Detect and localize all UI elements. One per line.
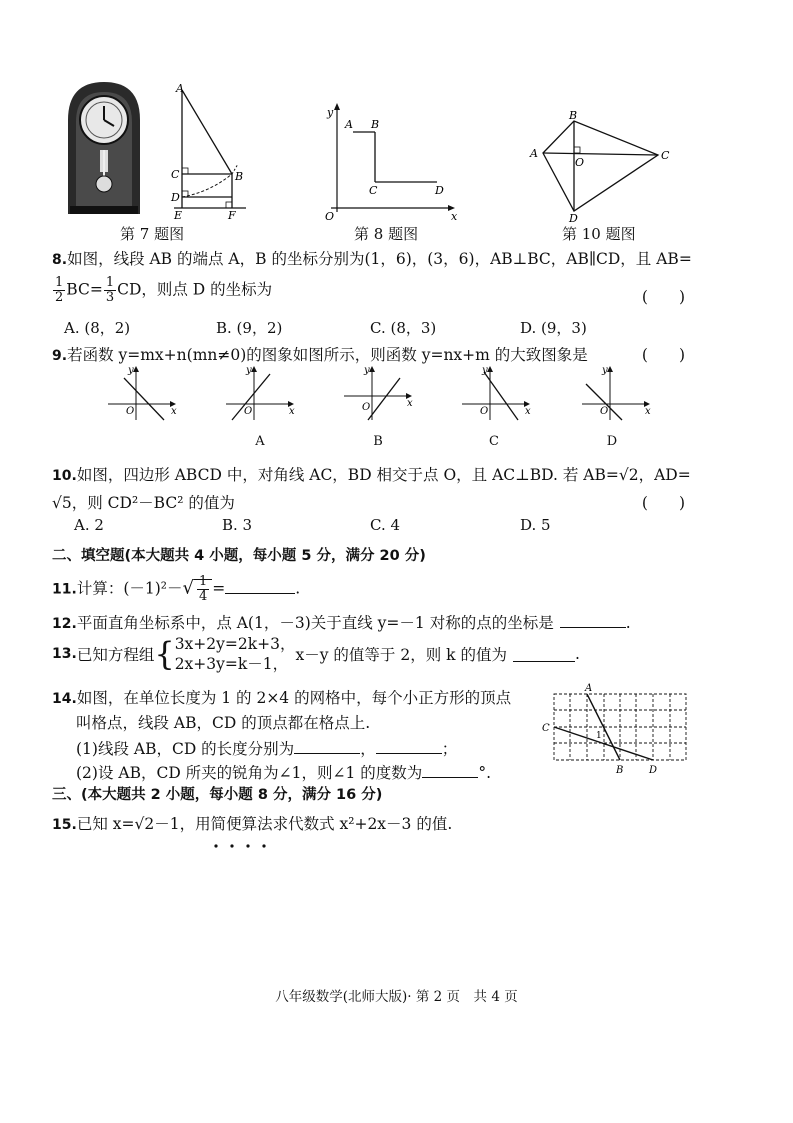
q12-line [52,611,631,633]
q8-text-mid: BC= [66,280,103,299]
fig8-label-x: x [451,210,458,222]
q14-sub2: (2)设 AB，CD 所夹的锐角为∠1，则∠1 的度数为 °. [76,764,491,782]
q14-label-c: C [542,723,550,734]
figure-7-diagram [160,80,260,220]
svg-text:x: x [407,398,413,409]
section-3-heading: 三、(本大题共 2 小题，每小题 8 分，满分 16 分) [52,787,383,803]
q8-option-d: D. (9，3) [520,319,587,337]
q11-text: 计算：(－1)²－ [76,579,183,598]
fig7-label-d: D [171,191,180,204]
fig8-label-d: D [435,184,444,197]
fig8-label-a: A [345,118,353,131]
q8-fraction-1: $\frac{1}{2}$ [55,275,64,305]
q13-period: . [574,645,580,663]
q9-graph-given [104,364,180,424]
fig10-label-c: C [661,149,670,162]
q9-line [52,343,588,365]
fig8-label-y: y [327,106,334,119]
q10-answer-paren: ( ) [641,494,685,512]
q14-blank-cd[interactable] [376,739,442,754]
q14-blank-ab[interactable] [294,739,360,754]
q9-graph-c [458,364,534,424]
figure-10-diagram [525,108,675,223]
q8-text1: 如图，线段 AB 的端点 A，B 的坐标分别为(1，6)，(3，6)，AB⊥BC，AB∥CD，且 AB= [67,250,692,268]
svg-text:y: y [602,365,608,376]
q8-fraction-2: $\frac{1}{3}$ [105,275,115,305]
q8-option-a: A. (8，2) [64,319,131,337]
fig10-label-b: B [569,109,578,122]
q8-option-b: B. (9，2) [216,319,283,337]
svg-text:x: x [525,406,531,417]
caption-fig8: 第 8 题图 [354,225,419,243]
q15-text: 已知 x=√2－1，用简便算法求代数式 x²+2x－3 的值. [76,815,453,833]
fig7-label-f: F [228,209,236,220]
caption-fig10: 第 10 题图 [562,225,636,243]
q13-equation-2: 2x+3y=k－1， [174,655,289,673]
fig10-label-a: A [530,147,538,160]
emphasis-dots [212,834,282,840]
q12-text: 平面直角坐标系中，点 A(1，－3)关于直线 y=－1 对称的点的坐标是 [76,614,554,632]
q11-period: . [295,579,301,598]
q11-equals: = [212,579,226,598]
q14-label-a: A [585,683,593,694]
q9-graph-a [222,364,298,424]
svg-text:O: O [244,406,253,417]
q15-number: 15. [52,817,77,833]
q9-answer-paren: ( ) [641,346,685,364]
figure-8-diagram [315,100,460,222]
q8-line1 [52,247,692,269]
svg-text:y: y [128,365,134,376]
fig7-label-c: C [171,168,180,181]
svg-text:O: O [362,402,371,413]
fig8-label-b: B [371,118,380,131]
q13-answer-blank[interactable] [513,647,575,662]
q9-label-a: A [255,434,265,449]
q9-graph-b [340,364,416,424]
svg-text:y: y [482,365,488,376]
q12-answer-blank[interactable] [560,613,626,628]
svg-text:y: y [364,365,370,376]
q8-option-c: C. (8，3) [370,319,437,337]
q8-number: 8. [52,252,68,268]
fig8-label-o: O [325,210,335,222]
section-2-heading: 二、填空题(本大题共 4 小题，每小题 5 分，满分 20 分) [52,548,426,564]
q10-text1: 如图，四边形 ABCD 中，对角线 AC，BD 相交于点 O，且 AC⊥BD. 若 AB=√2，AD= [76,466,691,484]
svg-text:O: O [126,406,135,417]
svg-text:x: x [171,406,177,417]
q14-grid-figure [538,680,698,780]
q14-label-b: B [616,765,624,776]
q14-number: 14. [52,691,77,707]
q14-text1: 如图，在单位长度为 1 的 2×4 的网格中，每个小正方形的顶点 [76,689,512,707]
q13-text-post: x－y 的值等于 2，则 k 的值为 [295,646,507,664]
svg-text:x: x [645,406,651,417]
svg-text:x: x [289,406,295,417]
fig8-label-c: C [369,184,378,197]
q14-line2: 叫格点，线段 AB，CD 的顶点都在格点上. [76,714,371,732]
fig10-label-o: O [575,156,585,169]
svg-text:O: O [600,406,609,417]
q10-option-c: C. 4 [370,516,401,534]
q14-sub1: (1)线段 AB，CD 的长度分别为 ， ； [76,740,458,758]
q13-equation-1: 3x+2y=2k+3， [174,635,296,653]
q15-line [52,812,452,834]
q10-option-b: B. 3 [222,516,253,534]
q11-number: 11. [52,581,77,598]
clock-image [64,80,144,215]
fig7-label-e: E [174,209,183,220]
fig10-label-d: D [569,212,578,223]
q14-sub2-text: (2)设 AB，CD 所夹的锐角为∠1，则∠1 的度数为 [76,764,423,782]
q8-answer-paren: ( ) [641,288,685,306]
q8-text2: CD，则点 D 的坐标为 [117,280,273,299]
q13-line: 13.已知方程组{ 3x+2y=2k+3， 2x+3y=k－1， x－y 的值等于 2，则 k 的值为 . [52,635,580,673]
q9-text: 若函数 y=mx+n(mn≠0)的图象如图所示，则函数 y=nx+m 的大致图象是 [67,346,588,364]
q10-line1 [52,463,691,485]
q9-label-c: C [489,434,499,449]
q13-text-pre: 已知方程组 [76,646,155,664]
q9-label-b: B [373,434,383,449]
q10-option-d: D. 5 [520,516,551,534]
q10-number: 10. [52,468,77,484]
q9-label-d: D [606,434,618,449]
q11-answer-blank[interactable] [225,579,295,594]
q14-line1 [52,686,511,708]
page-footer: 八年级数学(北师大版)· 第 2 页 共 4 页 [275,989,518,1005]
fig7-label-a: A [176,82,184,95]
q9-number: 9. [52,348,68,364]
q13-number: 13. [52,646,77,662]
q11-line: 11.计算：(－1)²－√ $\frac{1}{4}$ = . [52,574,301,604]
q11-radicand: $\frac{1}{4}$ [198,574,208,604]
q14-blank-angle[interactable] [422,763,478,778]
q14-label-d: D [649,765,658,776]
q8-line2 [52,276,272,305]
svg-text:O: O [480,406,489,417]
q10-option-a: A. 2 [74,516,104,534]
q12-number: 12. [52,616,77,632]
q10-line2: √5，则 CD²－BC² 的值为 [52,494,235,512]
caption-fig7: 第 7 题图 [120,225,185,243]
q14-label-angle: 1 [596,731,602,741]
svg-text:y: y [246,365,252,376]
q12-period: . [625,614,631,632]
fig7-label-b: B [235,170,244,183]
q9-graph-d [578,364,654,424]
q14-sub1-text: (1)线段 AB，CD 的长度分别为 [76,740,295,758]
